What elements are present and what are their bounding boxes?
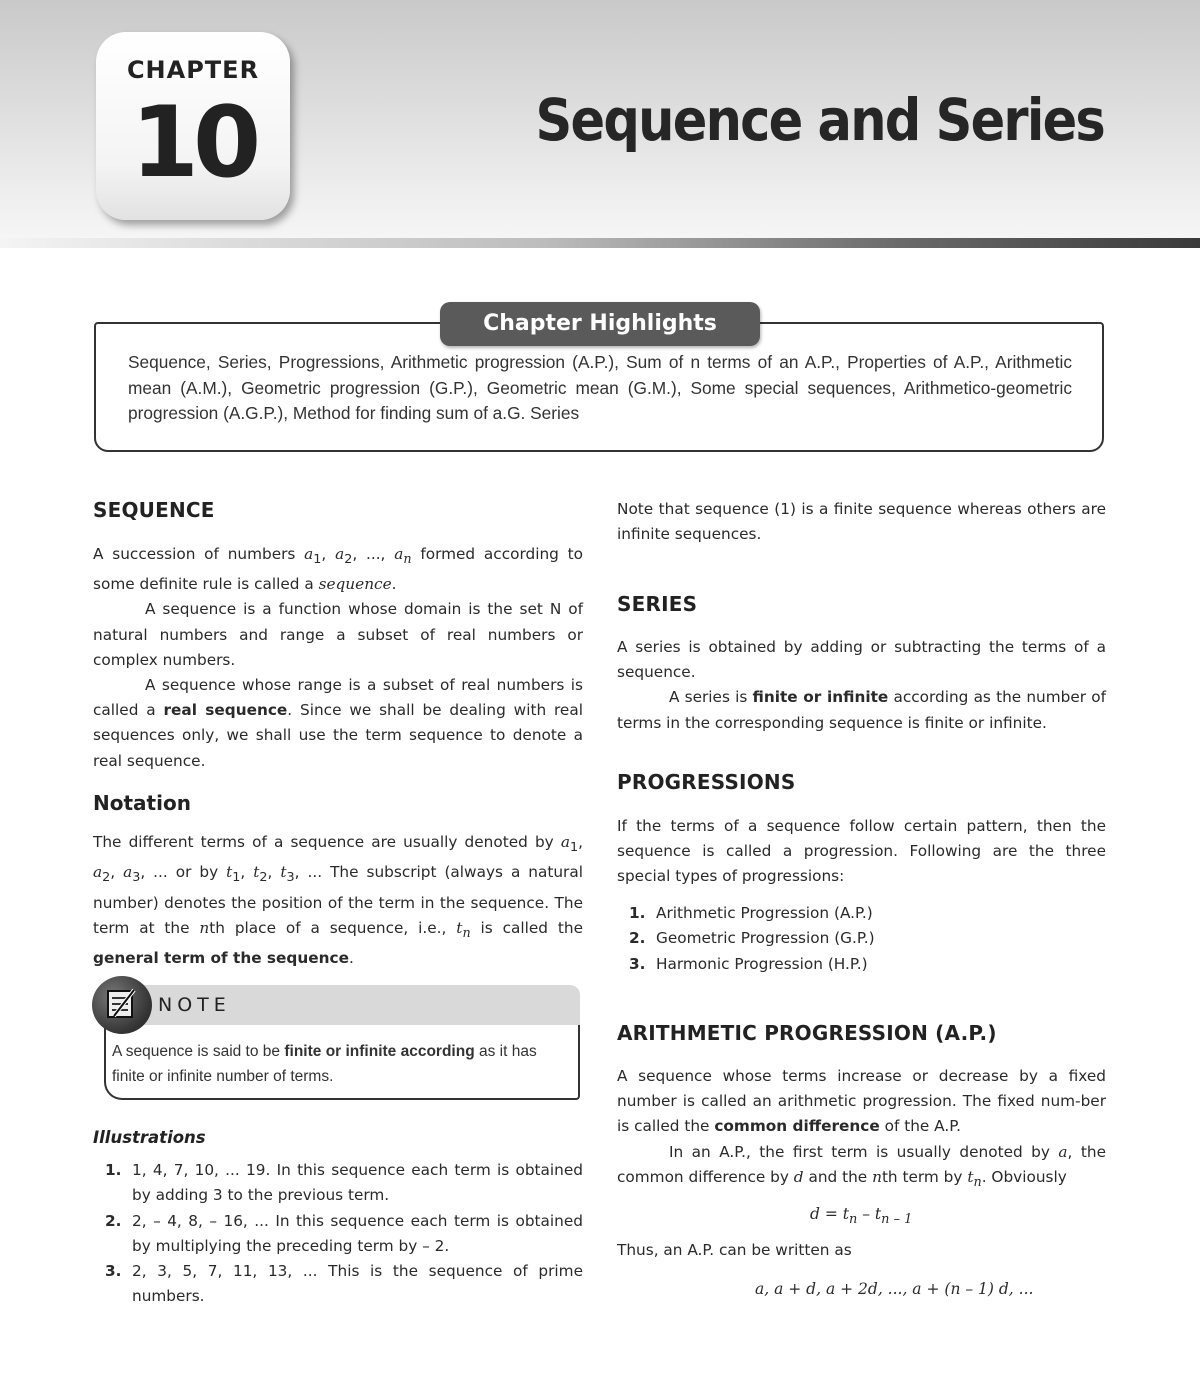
ap-paragraph-2: In an A.P., the first term is usually denoted by a, the common difference by d and the nth term by $t_n$. Obviously (617, 1142, 1106, 1190)
sequence-paragraph-3: A sequence whose range is a subset of real numbers is called a real sequence. Since we shall be dealing with real sequences only, we shall use the term sequence to denote a real sequence. (93, 676, 583, 770)
notation-paragraph: The different terms of a sequence are usually denoted by $a_1$, $a_2$, $a_3$, ... or by $t_1$, $t_2$, $t_3$, ... The subscript (always a natural number) denotes the position of the term in the sequence. The term at the nth place of a sequence, i.e., $t_n$ is called the general term of the sequence. (93, 833, 583, 967)
thus-line: Thus, an A.P. can be written as (617, 1241, 852, 1259)
note-paragraph: Note that sequence (1) is a finite sequence whereas others are infinite sequences. (617, 500, 1106, 544)
progressions-paragraph: If the terms of a sequence follow certain pattern, then the sequence is called a progression. Following are the three special types of progressions: (617, 817, 1106, 886)
chapter-word: CHAPTER (126, 56, 260, 84)
illustration-item-1: 1. 1, 4, 7, 10, ... 19. In this sequence each term is obtained by adding 3 to the previous term. (105, 1161, 583, 1205)
ap-section (617, 1064, 1106, 1195)
note-pencil-icon (92, 976, 152, 1034)
series-paragraph-2: A series is finite or infinite according as the number of terms in the corresponding sequence is finite or infinite. (617, 688, 1106, 732)
note-text: A sequence is said to be finite or infinite according as it has finite or infinite number of terms. (112, 1043, 537, 1085)
highlights-heading: Chapter Highlights (440, 302, 760, 346)
illustration-item-2: 2. 2, – 4, 8, – 16, ... In this sequence each term is obtained by multiplying the preceding term by – 2. (105, 1212, 583, 1256)
notation-heading: Notation (93, 791, 191, 815)
chapter-number: 10 (130, 86, 256, 200)
common-difference-equation: $d = t_n - t_{n - 1}$ (810, 1205, 913, 1228)
progression-item-2: 2. Geometric Progression (G.P.) (629, 929, 875, 947)
sequence-paragraph-2: A sequence is a function whose domain is the set N of natural numbers and range a subset of real numbers or complex numbers. (93, 600, 583, 669)
sequence-section (93, 542, 583, 774)
note-label: NOTE (158, 994, 231, 1016)
ap-general-form-equation: a, a + d, a + 2d, ..., a + (n – 1) d, ... (755, 1280, 1034, 1298)
progression-item-1: 1. Arithmetic Progression (A.P.) (629, 904, 873, 922)
illustration-item-3: 3. 2, 3, 5, 7, 11, 13, ... This is the sequence of prime numbers. (105, 1262, 583, 1306)
chapter-tab (96, 32, 290, 220)
sequence-paragraph-1: A succession of numbers $a_1$, $a_2$, ..., $a_n$ formed according to some definite rule is called a sequence. (93, 545, 584, 594)
header-rule (0, 238, 1200, 248)
highlights-text: Sequence, Series, Progressions, Arithmetic progression (A.P.), Sum of n terms of an A.P., Properties of A.P., Arithmetic mean (A.M.), Geometric progression (G.P.), Geometric mean (G.M.), Some special sequences, Arithmetico-geometric progression (A.G.P.), Method for finding sum of a.G. Series (128, 352, 1072, 423)
progressions-heading: PROGRESSIONS (617, 770, 796, 794)
sequence-heading: SEQUENCE (93, 498, 215, 522)
series-section (617, 635, 1106, 736)
ap-heading: ARITHMETIC PROGRESSION (A.P.) (617, 1021, 997, 1045)
illustrations-heading: Illustrations (93, 1128, 206, 1147)
ap-paragraph-1: A sequence whose terms increase or decrease by a fixed number is called an arithmetic progression. The fixed num-ber is called the common difference of the A.P. (617, 1067, 1106, 1136)
series-heading: SERIES (617, 592, 698, 616)
chapter-title: Sequence and Series (535, 86, 1104, 154)
progression-item-3: 3. Harmonic Progression (H.P.) (629, 955, 868, 973)
series-paragraph-1: A series is obtained by adding or subtracting the terms of a sequence. (617, 638, 1106, 682)
